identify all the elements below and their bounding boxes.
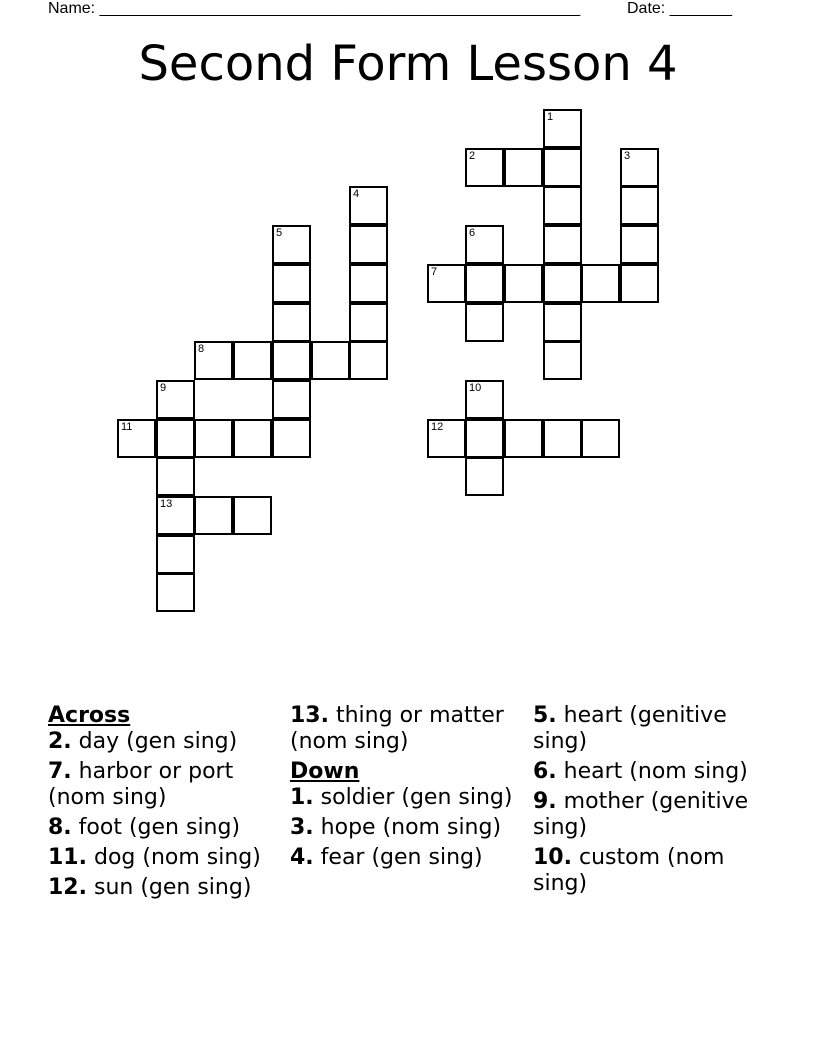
grid-cell[interactable] [465, 264, 504, 303]
grid-cell[interactable] [465, 225, 504, 264]
clue-across-8: 8. foot (gen sing) [48, 815, 241, 840]
clue-number: 11 [121, 421, 133, 433]
grid-cell[interactable] [581, 419, 620, 458]
grid-cell[interactable] [504, 148, 543, 187]
grid-cell[interactable] [543, 148, 582, 187]
clue-down-9: 9. mother (genitive sing) [533, 789, 749, 840]
clue-number: 2 [469, 150, 476, 162]
clue-number: 13 [160, 498, 173, 510]
grid-cell[interactable] [543, 419, 582, 458]
date-field-label: Date: _______ [627, 0, 732, 17]
grid-cell[interactable] [117, 419, 156, 458]
grid-cell[interactable] [272, 380, 311, 419]
grid-cell[interactable] [349, 186, 388, 225]
clue-down-6: 6. heart (nom sing) [533, 759, 748, 784]
down-heading: Down [290, 759, 360, 784]
clue-number: 6 [469, 227, 476, 239]
grid-cell[interactable] [543, 341, 582, 380]
clue-down-3: 3. hope (nom sing) [290, 815, 502, 840]
grid-cell[interactable] [272, 341, 311, 380]
grid-cell[interactable] [156, 535, 195, 574]
clue-across-11: 11. dog (nom sing) [48, 845, 261, 870]
grid-cell[interactable] [194, 341, 233, 380]
clue-across-7: 7. harbor or port (nom sing) [48, 759, 234, 810]
grid-cell[interactable] [233, 419, 272, 458]
clue-number: 5 [276, 227, 283, 239]
grid-cell[interactable] [349, 303, 388, 342]
clue-number: 12 [431, 421, 444, 433]
grid-cell[interactable] [194, 496, 233, 535]
clue-down-4: 4. fear (gen sing) [290, 845, 483, 870]
grid-cell[interactable] [465, 380, 504, 419]
clues-column-1 [48, 703, 276, 905]
grid-cell[interactable] [543, 303, 582, 342]
grid-cell[interactable] [349, 264, 388, 303]
grid-cell[interactable] [465, 457, 504, 496]
clues-column-2 [290, 703, 518, 875]
across-heading: Across [48, 703, 131, 728]
grid-cell[interactable] [465, 303, 504, 342]
grid-cell[interactable] [156, 457, 195, 496]
clue-number: 8 [198, 343, 205, 355]
grid-cell[interactable] [504, 419, 543, 458]
grid-cell[interactable] [427, 419, 466, 458]
clue-down-10: 10. custom (nom sing) [533, 845, 725, 896]
clue-number: 9 [160, 382, 167, 394]
grid-cell[interactable] [349, 225, 388, 264]
grid-cell[interactable] [543, 264, 582, 303]
page-title: Second Form Lesson 4 [138, 36, 678, 92]
clue-number: 7 [431, 266, 438, 278]
grid-cell[interactable] [581, 264, 620, 303]
clue-across-13: 13. thing or matter (nom sing) [290, 703, 504, 754]
grid-cell[interactable] [543, 109, 582, 148]
grid-cell[interactable] [543, 186, 582, 225]
grid-cell[interactable] [465, 148, 504, 187]
grid-cell[interactable] [272, 419, 311, 458]
clue-across-12: 12. sun (gen sing) [48, 875, 252, 900]
grid-cell[interactable] [504, 264, 543, 303]
clue-number: 3 [624, 150, 631, 162]
grid-cell[interactable] [156, 380, 195, 419]
grid-cell[interactable] [620, 148, 659, 187]
grid-cell[interactable] [543, 225, 582, 264]
grid-cell[interactable] [620, 225, 659, 264]
grid-cell[interactable] [156, 419, 195, 458]
grid-cell[interactable] [233, 496, 272, 535]
grid-cell[interactable] [156, 496, 195, 535]
clues-column-3 [533, 703, 761, 901]
clue-number: 4 [353, 188, 360, 200]
clue-down-5: 5. heart (genitive sing) [533, 703, 727, 754]
grid-cell[interactable] [272, 303, 311, 342]
name-field-label: Name: ______________________________________________________ [48, 0, 581, 17]
grid-cell[interactable] [349, 341, 388, 380]
grid-cell[interactable] [311, 341, 350, 380]
grid-cell[interactable] [272, 225, 311, 264]
grid-cell[interactable] [620, 186, 659, 225]
grid-cell[interactable] [272, 264, 311, 303]
grid-cell[interactable] [233, 341, 272, 380]
clue-number: 1 [547, 111, 554, 123]
clue-down-1: 1. soldier (gen sing) [290, 785, 513, 810]
grid-cell[interactable] [427, 264, 466, 303]
clue-number: 10 [469, 382, 482, 394]
grid-cell[interactable] [620, 264, 659, 303]
grid-cell[interactable] [194, 419, 233, 458]
grid-cell[interactable] [465, 419, 504, 458]
grid-cell[interactable] [156, 573, 195, 612]
clue-across-2: 2. day (gen sing) [48, 729, 238, 754]
